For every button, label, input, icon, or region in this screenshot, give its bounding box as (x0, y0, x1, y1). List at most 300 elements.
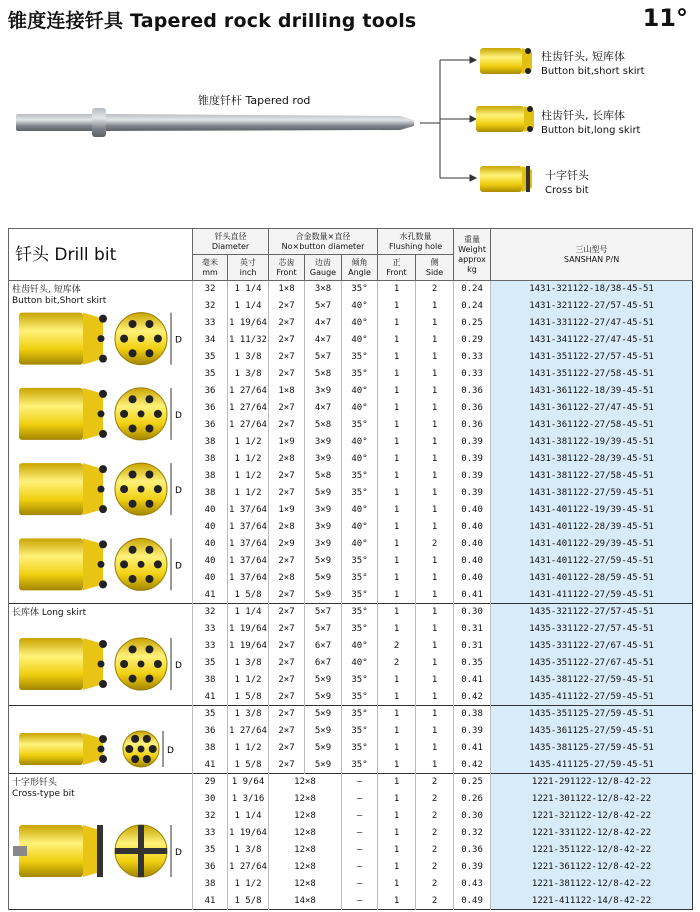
cell-inch: 1 1/4 (228, 808, 269, 825)
section-cell (9, 774, 193, 910)
cell-part-number: 1435-411122-27/59-45-51 (491, 689, 693, 706)
cell-angle: 35° (342, 281, 378, 298)
table-body (9, 281, 693, 910)
cell-mm: 35 (193, 366, 228, 383)
cell-flush-side: 1 (416, 366, 454, 383)
cell-flush-side: 1 (416, 655, 454, 672)
cell-front: 12×8 (269, 825, 342, 842)
cell-angle: 40° (342, 332, 378, 349)
cell-front: 1×9 (269, 434, 305, 451)
cell-flush-side: 1 (416, 400, 454, 417)
cell-weight: 0.25 (454, 774, 491, 791)
cross-bit-cn: 十字钎头 (545, 169, 589, 182)
cell-part-number: 1431-401122-28/59-45-51 (491, 570, 693, 587)
cell-flush-front: 1 (378, 825, 416, 842)
cell-angle: 40° (342, 519, 378, 536)
cell-flush-side: 1 (416, 417, 454, 434)
cell-part-number: 1431-321122-27/57-45-51 (491, 298, 693, 315)
cell-mm: 32 (193, 298, 228, 315)
cell-weight: 0.35 (454, 655, 491, 672)
cell-inch: 1 3/8 (228, 706, 269, 723)
table-row (9, 604, 693, 621)
cell-angle: 40° (342, 383, 378, 400)
cell-angle: – (342, 774, 378, 791)
cell-mm: 38 (193, 876, 228, 893)
cell-weight: 0.41 (454, 740, 491, 757)
cell-flush-side: 1 (416, 604, 454, 621)
cell-angle: 35° (342, 723, 378, 740)
cell-part-number: 1431-401122-28/39-45-51 (491, 519, 693, 536)
cell-gauge: 6×7 (305, 638, 342, 655)
cell-part-number: 1435-331122-27/67-45-51 (491, 638, 693, 655)
cell-angle: 35° (342, 689, 378, 706)
cell-weight: 0.38 (454, 706, 491, 723)
cell-inch: 1 19/64 (228, 825, 269, 842)
section-name-cn: 长库体 Long skirt (12, 608, 87, 618)
hdr-flushing: 水孔数量 Flushing hole (378, 229, 454, 255)
hdr-diameter: 钎头直径 Diameter (193, 229, 269, 255)
cell-front: 2×7 (269, 604, 305, 621)
cell-part-number: 1221-321122-12/8-42-22 (491, 808, 693, 825)
cell-part-number: 1431-381122-27/59-45-51 (491, 485, 693, 502)
cell-inch: 1 3/8 (228, 655, 269, 672)
cell-mm: 36 (193, 383, 228, 400)
cell-front: 2×7 (269, 468, 305, 485)
cell-inch: 1 37/64 (228, 502, 269, 519)
hdr-buttons: 合金数量×直径 No×button diameter (269, 229, 378, 255)
cell-front: 12×8 (269, 774, 342, 791)
cell-flush-side: 1 (416, 570, 454, 587)
cell-flush-front: 1 (378, 468, 416, 485)
cell-front: 2×8 (269, 451, 305, 468)
cell-angle: 35° (342, 587, 378, 604)
cell-mm: 30 (193, 791, 228, 808)
cell-inch: 1 37/64 (228, 536, 269, 553)
cell-flush-side: 1 (416, 315, 454, 332)
cell-angle: – (342, 825, 378, 842)
cell-weight: 0.33 (454, 349, 491, 366)
cell-angle: – (342, 859, 378, 876)
cell-front: 1×8 (269, 383, 305, 400)
cell-gauge: 5×7 (305, 621, 342, 638)
cell-weight: 0.39 (454, 859, 491, 876)
cell-part-number: 1431-381122-27/58-45-51 (491, 468, 693, 485)
cell-angle: 35° (342, 570, 378, 587)
cell-inch: 1 11/32 (228, 332, 269, 349)
cell-front: 2×7 (269, 485, 305, 502)
cell-flush-side: 2 (416, 281, 454, 298)
cell-flush-front: 1 (378, 434, 416, 451)
cell-flush-side: 1 (416, 434, 454, 451)
cell-part-number: 1431-381122-28/39-45-51 (491, 451, 693, 468)
cell-flush-front: 1 (378, 417, 416, 434)
cell-gauge: 5×8 (305, 366, 342, 383)
cell-inch: 1 5/8 (228, 757, 269, 774)
cell-gauge: 5×7 (305, 604, 342, 621)
cell-gauge: 3×9 (305, 519, 342, 536)
cross-bit-icon (480, 166, 532, 192)
cell-part-number: 1435-331122-27/57-45-51 (491, 621, 693, 638)
cell-mm: 35 (193, 655, 228, 672)
cell-front: 1×8 (269, 281, 305, 298)
cell-angle: 40° (342, 502, 378, 519)
cell-gauge: 3×9 (305, 434, 342, 451)
cell-flush-side: 1 (416, 383, 454, 400)
cell-mm: 35 (193, 349, 228, 366)
cell-weight: 0.30 (454, 604, 491, 621)
cell-flush-front: 1 (378, 604, 416, 621)
cell-front: 2×7 (269, 689, 305, 706)
cell-gauge: 5×9 (305, 757, 342, 774)
cell-weight: 0.42 (454, 757, 491, 774)
cell-flush-side: 1 (416, 468, 454, 485)
cell-flush-side: 2 (416, 808, 454, 825)
cell-flush-front: 1 (378, 451, 416, 468)
cell-inch: 1 27/64 (228, 383, 269, 400)
cell-inch: 1 37/64 (228, 570, 269, 587)
cell-weight: 0.36 (454, 842, 491, 859)
cell-flush-side: 1 (416, 502, 454, 519)
hdr-inch: 英寸 inch (228, 255, 269, 281)
cell-front: 2×8 (269, 570, 305, 587)
cell-inch: 1 1/4 (228, 298, 269, 315)
cell-inch: 1 1/4 (228, 604, 269, 621)
cell-flush-side: 2 (416, 859, 454, 876)
cell-flush-front: 1 (378, 876, 416, 893)
button-bit-picture (13, 301, 189, 602)
cell-mm: 36 (193, 723, 228, 740)
page-title: 锥度连接钎具 Tapered rock drilling tools (8, 10, 417, 32)
cell-gauge: 4×7 (305, 332, 342, 349)
cell-flush-side: 1 (416, 451, 454, 468)
cell-gauge: 5×9 (305, 706, 342, 723)
cell-angle: 35° (342, 672, 378, 689)
cell-angle: 40° (342, 451, 378, 468)
cell-gauge: 5×8 (305, 468, 342, 485)
bit-long-cn: 柱齿钎头, 长库体 (541, 109, 625, 122)
cell-angle: 40° (342, 298, 378, 315)
cell-weight: 0.39 (454, 468, 491, 485)
cell-weight: 0.40 (454, 570, 491, 587)
cell-flush-front: 1 (378, 383, 416, 400)
cell-flush-front: 1 (378, 842, 416, 859)
cell-part-number: 1221-411122-14/8-42-22 (491, 893, 693, 910)
hdr-flush-front: 正 Front (378, 255, 416, 281)
cell-mm: 34 (193, 332, 228, 349)
cell-flush-side: 1 (416, 332, 454, 349)
product-diagram (0, 36, 700, 216)
cell-weight: 0.42 (454, 689, 491, 706)
cell-part-number: 1431-361122-18/39-45-51 (491, 383, 693, 400)
cell-weight: 0.24 (454, 281, 491, 298)
svg-text:D: D (175, 661, 182, 671)
cell-flush-side: 2 (416, 536, 454, 553)
cell-front: 12×8 (269, 859, 342, 876)
cell-flush-front: 1 (378, 791, 416, 808)
cell-flush-front: 1 (378, 672, 416, 689)
tapered-rod-label: 锥度钎杆 Tapered rod (198, 94, 311, 107)
cell-part-number: 1431-401122-27/59-45-51 (491, 553, 693, 570)
cell-angle: 35° (342, 349, 378, 366)
cell-angle: 35° (342, 468, 378, 485)
cell-mm: 38 (193, 672, 228, 689)
cell-angle: – (342, 842, 378, 859)
cell-mm: 41 (193, 757, 228, 774)
cell-flush-front: 1 (378, 689, 416, 706)
cell-part-number: 1435-411125-27/59-45-51 (491, 757, 693, 774)
cell-angle: 35° (342, 366, 378, 383)
cell-part-number: 1221-301122-12/8-42-22 (491, 791, 693, 808)
cross-bit-en: Cross bit (545, 185, 589, 196)
cell-front: 2×7 (269, 315, 305, 332)
cell-weight: 0.31 (454, 621, 491, 638)
cell-flush-side: 1 (416, 689, 454, 706)
cell-gauge: 4×7 (305, 400, 342, 417)
cell-weight: 0.36 (454, 417, 491, 434)
cell-inch: 1 37/64 (228, 553, 269, 570)
cell-front: 2×7 (269, 298, 305, 315)
cell-part-number: 1435-381122-27/59-45-51 (491, 672, 693, 689)
cell-part-number: 1431-381122-19/39-45-51 (491, 434, 693, 451)
cell-angle: 35° (342, 757, 378, 774)
cell-inch: 1 1/2 (228, 672, 269, 689)
cell-mm: 33 (193, 315, 228, 332)
cell-weight: 0.36 (454, 383, 491, 400)
cell-part-number: 1431-361122-27/58-45-51 (491, 417, 693, 434)
bit-long-skirt-icon (476, 106, 534, 132)
cell-weight: 0.26 (454, 791, 491, 808)
bit-short-skirt-icon (480, 48, 532, 74)
cell-inch: 1 1/2 (228, 740, 269, 757)
cell-weight: 0.43 (454, 876, 491, 893)
cell-weight: 0.29 (454, 332, 491, 349)
cell-weight: 0.40 (454, 553, 491, 570)
cell-flush-front: 1 (378, 570, 416, 587)
cell-weight: 0.30 (454, 808, 491, 825)
cell-flush-side: 2 (416, 893, 454, 910)
cell-weight: 0.39 (454, 723, 491, 740)
cell-front: 2×7 (269, 672, 305, 689)
cell-part-number: 1431-351122-27/58-45-51 (491, 366, 693, 383)
cell-front: 2×7 (269, 349, 305, 366)
cell-weight: 0.31 (454, 638, 491, 655)
cell-gauge: 5×9 (305, 485, 342, 502)
cell-mm: 29 (193, 774, 228, 791)
cell-part-number: 1435-321122-27/57-45-51 (491, 604, 693, 621)
cell-part-number: 1221-291122-12/8-42-22 (491, 774, 693, 791)
cell-angle: 35° (342, 485, 378, 502)
cell-gauge: 3×8 (305, 281, 342, 298)
cell-mm: 36 (193, 417, 228, 434)
button-bit-picture (13, 726, 189, 772)
cell-part-number: 1431-411122-27/59-45-51 (491, 587, 693, 604)
cell-gauge: 5×7 (305, 349, 342, 366)
cell-mm: 41 (193, 893, 228, 910)
cell-flush-front: 1 (378, 366, 416, 383)
svg-text:D: D (175, 410, 182, 421)
cell-angle: – (342, 808, 378, 825)
bit-long-en: Button bit,long skirt (541, 125, 641, 136)
cell-flush-front: 1 (378, 519, 416, 536)
svg-text:D: D (175, 486, 182, 497)
cell-gauge: 5×9 (305, 723, 342, 740)
cell-part-number: 1431-341122-27/47-45-51 (491, 332, 693, 349)
cell-weight: 0.39 (454, 485, 491, 502)
cell-front: 2×7 (269, 655, 305, 672)
svg-text:D: D (175, 335, 182, 346)
cell-flush-front: 1 (378, 298, 416, 315)
section-name (12, 608, 86, 619)
cell-inch: 1 19/64 (228, 638, 269, 655)
cell-mm: 40 (193, 502, 228, 519)
cell-inch: 1 5/8 (228, 689, 269, 706)
cell-flush-side: 1 (416, 672, 454, 689)
cell-part-number: 1431-351122-27/57-45-51 (491, 349, 693, 366)
cell-flush-side: 2 (416, 825, 454, 842)
cell-flush-front: 1 (378, 859, 416, 876)
cell-angle: – (342, 876, 378, 893)
cell-flush-front: 1 (378, 808, 416, 825)
cell-flush-front: 1 (378, 740, 416, 757)
cell-flush-side: 1 (416, 621, 454, 638)
cell-inch: 1 1/4 (228, 281, 269, 298)
cell-flush-side: 1 (416, 587, 454, 604)
cell-front: 2×7 (269, 400, 305, 417)
cell-mm: 32 (193, 281, 228, 298)
cell-flush-side: 2 (416, 791, 454, 808)
cross-bit-picture (13, 794, 189, 908)
cell-front: 2×7 (269, 366, 305, 383)
cell-front: 2×7 (269, 638, 305, 655)
svg-text:D: D (175, 848, 182, 858)
cell-gauge: 3×9 (305, 502, 342, 519)
cell-part-number: 1221-351122-12/8-42-22 (491, 842, 693, 859)
cell-gauge: 5×7 (305, 298, 342, 315)
cell-inch: 1 9/64 (228, 774, 269, 791)
cell-inch: 1 37/64 (228, 519, 269, 536)
cell-flush-front: 1 (378, 893, 416, 910)
cell-front: 2×7 (269, 332, 305, 349)
cell-flush-side: 1 (416, 723, 454, 740)
cell-inch: 1 27/64 (228, 400, 269, 417)
cell-weight: 0.36 (454, 400, 491, 417)
cell-mm: 38 (193, 468, 228, 485)
hdr-mm: 毫米 mm (193, 255, 228, 281)
cell-inch: 1 1/2 (228, 468, 269, 485)
cell-angle: 40° (342, 638, 378, 655)
cell-flush-side: 1 (416, 740, 454, 757)
cell-gauge: 5×8 (305, 417, 342, 434)
cell-flush-front: 1 (378, 587, 416, 604)
cell-inch: 1 5/8 (228, 893, 269, 910)
cell-mm: 40 (193, 553, 228, 570)
page-header (8, 4, 694, 34)
cell-weight: 0.40 (454, 536, 491, 553)
cell-part-number: 1435-361125-27/59-45-51 (491, 723, 693, 740)
cell-mm: 33 (193, 638, 228, 655)
cell-inch: 1 1/2 (228, 485, 269, 502)
cell-flush-front: 1 (378, 621, 416, 638)
cell-mm: 40 (193, 536, 228, 553)
cell-angle: 40° (342, 434, 378, 451)
cell-mm: 33 (193, 825, 228, 842)
cell-angle: 40° (342, 400, 378, 417)
cell-part-number: 1221-331122-12/8-42-22 (491, 825, 693, 842)
cell-gauge: 6×7 (305, 655, 342, 672)
hdr-part-number: 三山型号 SANSHAN P/N (491, 229, 693, 281)
hdr-front: 芯齿 Front (269, 255, 305, 281)
cell-part-number: 1431-401122-19/39-45-51 (491, 502, 693, 519)
cell-front: 12×8 (269, 808, 342, 825)
cell-angle: 35° (342, 740, 378, 757)
section-name-en: Cross-type bit (12, 789, 75, 799)
cell-flush-side: 1 (416, 298, 454, 315)
cell-angle: 35° (342, 706, 378, 723)
cell-flush-front: 1 (378, 536, 416, 553)
hdr-weight: 重量 Weight approx kg (454, 229, 491, 281)
cell-mm: 36 (193, 400, 228, 417)
taper-angle: 11° (642, 4, 688, 32)
cell-flush-side: 2 (416, 876, 454, 893)
cell-flush-side: 2 (416, 774, 454, 791)
cell-flush-front: 2 (378, 655, 416, 672)
cell-weight: 0.49 (454, 893, 491, 910)
cell-weight: 0.40 (454, 502, 491, 519)
cell-flush-front: 1 (378, 281, 416, 298)
cell-part-number: 1431-361122-27/47-45-51 (491, 400, 693, 417)
cell-mm: 40 (193, 570, 228, 587)
table-title: 钎头 Drill bit (9, 229, 193, 281)
cell-inch: 1 27/64 (228, 417, 269, 434)
cell-gauge: 5×9 (305, 553, 342, 570)
section-name-cn: 柱齿钎头, 短库体 (12, 285, 81, 295)
cell-flush-side: 1 (416, 706, 454, 723)
bit-short-en: Button bit,short skirt (541, 66, 645, 77)
cell-front: 12×8 (269, 842, 342, 859)
table-row (9, 774, 693, 791)
button-bit-picture (13, 624, 189, 704)
cell-mm: 35 (193, 706, 228, 723)
cell-inch: 1 3/8 (228, 366, 269, 383)
cell-part-number: 1221-381122-12/8-42-22 (491, 876, 693, 893)
cell-mm: 38 (193, 434, 228, 451)
cell-part-number: 1435-351122-27/67-45-51 (491, 655, 693, 672)
table-row (9, 706, 693, 723)
cell-front: 2×7 (269, 553, 305, 570)
cell-front: 12×8 (269, 791, 342, 808)
cell-mm: 32 (193, 808, 228, 825)
cell-gauge: 5×9 (305, 570, 342, 587)
cell-flush-front: 1 (378, 349, 416, 366)
cell-weight: 0.33 (454, 366, 491, 383)
section-name-en: Button bit,Short skirt (12, 296, 107, 306)
cell-front: 2×7 (269, 740, 305, 757)
cell-inch: 1 1/2 (228, 434, 269, 451)
section-cell (9, 604, 193, 706)
table-row (9, 281, 693, 298)
cell-weight: 0.25 (454, 315, 491, 332)
bit-short-cn: 柱齿钎头, 短库体 (541, 50, 625, 63)
cell-angle: 35° (342, 417, 378, 434)
cell-angle: 40° (342, 655, 378, 672)
cell-front: 12×8 (269, 876, 342, 893)
cell-weight: 0.39 (454, 451, 491, 468)
cell-flush-side: 1 (416, 519, 454, 536)
cell-flush-front: 1 (378, 315, 416, 332)
cell-flush-front: 1 (378, 757, 416, 774)
cell-flush-front: 1 (378, 332, 416, 349)
cell-flush-front: 1 (378, 774, 416, 791)
